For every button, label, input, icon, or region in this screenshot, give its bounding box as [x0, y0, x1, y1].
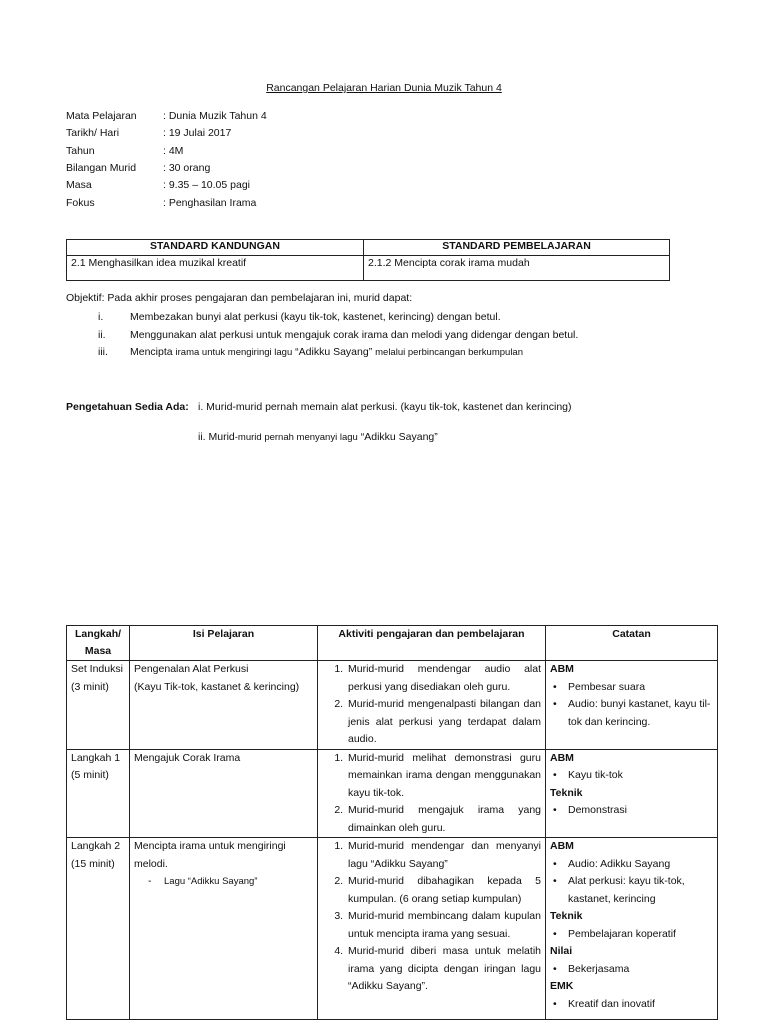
- catatan-list: [550, 996, 713, 1014]
- isi-line: melodi.: [134, 857, 168, 870]
- dash-bullet: -: [148, 875, 152, 887]
- info-value: : Dunia Muzik Tahun 4: [163, 109, 267, 122]
- info-label: Tarikh/ Hari: [66, 127, 120, 140]
- lesson-header-row: [67, 626, 718, 661]
- info-value: : 19 Julai 2017: [163, 127, 232, 140]
- prior-knowledge-row: [66, 400, 726, 416]
- info-value: : Penghasilan Irama: [163, 196, 257, 209]
- langkah-time: (3 minit): [71, 680, 109, 693]
- langkah-cell: [67, 838, 130, 1020]
- langkah-name: Langkah 1: [71, 751, 121, 764]
- langkah-time: (5 minit): [71, 769, 109, 781]
- info-value: : 30 orang: [163, 162, 211, 175]
- isi-line: Mengajuk Corak Irama: [134, 751, 241, 764]
- info-row-focus: [66, 195, 267, 212]
- header-standard-pembelajaran: STANDARD PEMBELAJARAN: [364, 240, 670, 256]
- isi-song: Lagu “Adikku Sayang”: [164, 876, 258, 887]
- catatan-item: • Alat perkusi: kayu tik-tok, kastanet, kerincing: [550, 873, 713, 908]
- catatan-cell: [546, 661, 718, 750]
- catatan-list: [550, 926, 713, 944]
- info-label: Tahun: [66, 144, 95, 157]
- info-label: Mata Pelajaran: [66, 109, 137, 122]
- isi-cell: [130, 749, 318, 838]
- standard-table: [66, 239, 670, 281]
- objective-text: Menggunakan alat perkusi untuk mengajuk corak irama dan melodi yang didengar dengan betul.: [130, 328, 579, 341]
- langkah-name: Langkah 2: [71, 840, 121, 852]
- catatan-item: • Demonstrasi: [550, 802, 713, 820]
- prior-knowledge-item: [198, 431, 438, 445]
- header-langkah: [67, 626, 130, 661]
- isi-sub-item: [134, 873, 313, 891]
- objective-number: ii.: [98, 328, 106, 341]
- catatan-list: [550, 802, 713, 820]
- activity-item: 3. Murid-murid membincang dalam kupulan untuk mencipta irama yang sesuai.: [346, 908, 541, 943]
- objectives-intro: Objektif: Pada akhir proses pengajaran dan pembelajaran ini, murid dapat:: [66, 292, 413, 304]
- objective-number: iii.: [98, 346, 108, 359]
- isi-line: (Kayu Tik-tok, kastanet & kerincing): [134, 680, 300, 693]
- lesson-info: [66, 108, 267, 212]
- aktiviti-cell: [318, 749, 546, 838]
- document-title: Rancangan Pelajaran Harian Dunia Muzik Tahun 4: [266, 82, 502, 94]
- standard-pembelajaran-cell: 2.1.2 Mencipta corak irama mudah: [364, 256, 670, 281]
- isi-cell: [130, 838, 318, 1020]
- activity-item: 2. Murid-murid mengenalpasti bilangan dan jenis alat perkusi yang terdapat dalam audio.: [346, 696, 541, 749]
- objective-number: i.: [98, 311, 104, 324]
- langkah-cell: [67, 749, 130, 838]
- prior-knowledge-part: “Adikku Sayang”: [360, 431, 438, 444]
- objective-item: [66, 345, 706, 363]
- prior-knowledge-section: [66, 400, 726, 446]
- table-row: [67, 838, 718, 1020]
- catatan-heading: Teknik: [550, 910, 583, 922]
- catatan-heading: Nilai: [550, 945, 573, 957]
- activity-item: 1. Murid-murid melihat demonstrasi guru memainkan irama dengan menggunakan kayu tik-tok.: [346, 750, 541, 803]
- catatan-heading: ABM: [550, 663, 574, 675]
- catatan-heading: ABM: [550, 840, 574, 852]
- standard-kandungan-cell: 2.1 Menghasilkan idea muzikal kreatif: [67, 256, 364, 281]
- info-row-date: [66, 125, 267, 142]
- catatan-heading: EMK: [550, 980, 574, 992]
- header-isi: Isi Pelajaran: [130, 626, 318, 661]
- header-catatan: Catatan: [546, 626, 718, 661]
- activity-list: [322, 838, 541, 996]
- catatan-heading: Teknik: [550, 786, 583, 799]
- catatan-item: • Kayu tik-tok: [550, 767, 713, 785]
- activity-item: 2. Murid-murid mengajuk irama yang dimainkan oleh guru.: [346, 802, 541, 837]
- activity-item: 1. Murid-murid mendengar audio alat perkusi yang disediakan oleh guru.: [346, 661, 541, 696]
- catatan-item: • Kreatif dan inovatif: [550, 996, 713, 1014]
- header-standard-kandungan: STANDARD KANDUNGAN: [67, 240, 364, 256]
- activity-list: [322, 661, 541, 749]
- info-value: : 4M: [163, 144, 184, 157]
- objectives-section: [66, 292, 706, 362]
- header-aktiviti: Aktiviti pengajaran dan pembelajaran: [318, 626, 546, 661]
- objective-text-part: “Adikku Sayang”: [295, 346, 373, 359]
- catatan-item: • Bekerjasama: [550, 961, 713, 979]
- catatan-cell: [546, 749, 718, 838]
- info-row-students: [66, 160, 267, 177]
- catatan-list: [550, 679, 713, 732]
- activity-list: [322, 750, 541, 838]
- objective-item: [66, 327, 706, 345]
- activity-item: 4. Murid-murid diberi masa untuk melatih irama yang dicipta dengan iringan lagu “Adikku Sayang”.: [346, 943, 541, 996]
- activity-item: 2. Murid-murid dibahagikan kepada 5 kumpulan. (6 orang setiap kumpulan): [346, 873, 541, 908]
- objective-text: Membezakan bunyi alat perkusi (kayu tik-tok, kastenet, kerincing) dengan betul.: [130, 311, 501, 324]
- objective-item: [66, 310, 706, 328]
- info-value: : 9.35 – 10.05 pagi: [163, 179, 250, 192]
- lesson-table: [66, 625, 718, 1020]
- langkah-cell: [67, 661, 130, 750]
- catatan-item: • Pembesar suara: [550, 679, 713, 697]
- catatan-list: [550, 856, 713, 909]
- aktiviti-cell: [318, 838, 546, 1020]
- aktiviti-cell: [318, 661, 546, 750]
- langkah-name: Set Induksi: [71, 663, 123, 675]
- prior-knowledge-row: [66, 430, 726, 446]
- header-langkah-line: Langkah/: [74, 628, 122, 640]
- prior-knowledge-label: Pengetahuan Sedia Ada:: [66, 401, 189, 414]
- info-label: Bilangan Murid: [66, 162, 137, 175]
- isi-line: Pengenalan Alat Perkusi: [134, 663, 249, 675]
- catatan-list: [550, 767, 713, 785]
- prior-knowledge-part: -murid pernah menyanyi lagu: [234, 432, 358, 444]
- catatan-item: • Audio: Adikku Sayang: [550, 856, 713, 874]
- info-label: Masa: [66, 179, 92, 192]
- catatan-item: • Pembelajaran koperatif: [550, 926, 713, 944]
- table-row: [67, 749, 718, 838]
- objective-text-part: irama untuk mengiringi lagu: [175, 347, 293, 359]
- objective-text: [130, 346, 523, 360]
- info-row-year: [66, 143, 267, 160]
- info-row-time: [66, 178, 267, 195]
- isi-line: Mencipta irama untuk mengiringi: [134, 840, 286, 852]
- catatan-heading: ABM: [550, 751, 574, 764]
- catatan-cell: [546, 838, 718, 1020]
- prior-knowledge-item: i. Murid-murid pernah memain alat perkusi. (kayu tik-tok, kastenet dan kerincing): [198, 401, 572, 414]
- isi-cell: [130, 661, 318, 750]
- catatan-item: • Audio: bunyi kastanet, kayu til-tok dan kerincing.: [550, 696, 713, 731]
- objective-text-part: melalui perbincangan berkumpulan: [375, 347, 523, 359]
- table-row: [67, 661, 718, 750]
- langkah-time: (15 minit): [71, 857, 115, 870]
- header-masa-line: Masa: [84, 645, 112, 657]
- catatan-list: [550, 961, 713, 979]
- info-label: Fokus: [66, 196, 95, 209]
- activity-item: 1. Murid-murid mendengar dan menyanyi lagu “Adikku Sayang”: [346, 838, 541, 873]
- objective-text-part: Mencipta: [130, 346, 173, 359]
- prior-knowledge-part: ii. Murid: [198, 431, 235, 444]
- info-row-subject: [66, 108, 267, 125]
